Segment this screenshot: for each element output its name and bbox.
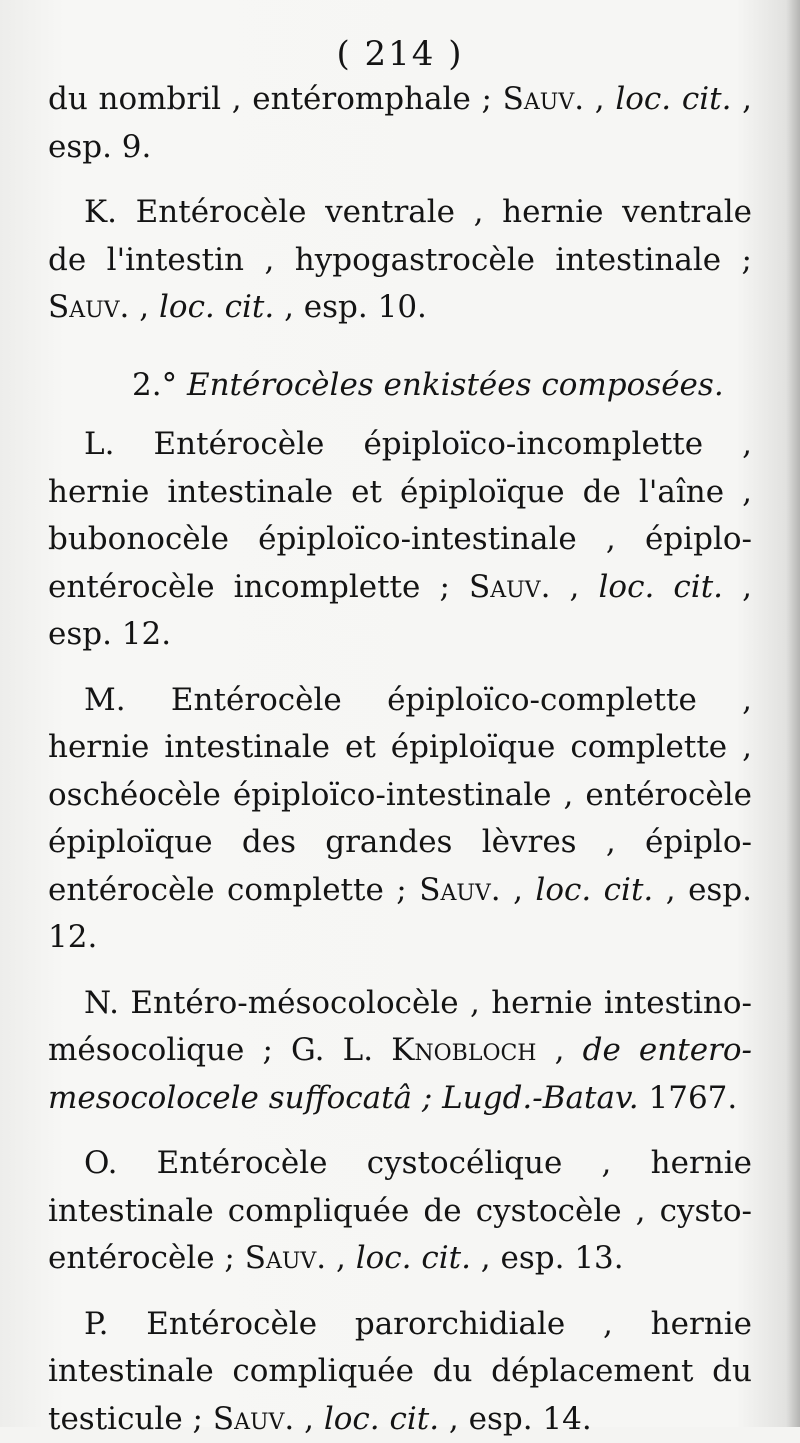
- text-run: K. Entérocèle ventrale , hernie ventrale de l'intestin , hypogastrocèle intestinale ;: [48, 194, 752, 278]
- text-run: , esp. 13.: [471, 1240, 624, 1276]
- author-name: Sauv.: [213, 1401, 294, 1437]
- text-run: ,: [584, 81, 615, 117]
- text-run: P. Entérocèle parorchidiale , hernie intestinale compliquée du déplacement du testicule ;: [48, 1306, 752, 1437]
- italic-citation: loc. cit.: [599, 569, 724, 605]
- page-number: ( 214 ): [0, 34, 800, 74]
- italic-citation: de entero-mesocolocele suffocatâ ; Lugd.-Batav.: [48, 1032, 752, 1116]
- paragraph-entry-o: [48, 1140, 752, 1283]
- italic-citation: loc. cit.: [324, 1401, 439, 1437]
- section-heading: [48, 362, 752, 410]
- text-run: , esp. 12.: [48, 872, 752, 956]
- author-name: Knobloch: [391, 1032, 536, 1068]
- text-run: L. Entérocèle épiploïco-incomplette , hernie intestinale et épiploïque de l'aîne , bubonocèle épiploïco-intestinale , épiplo-entérocèle incomplette ;: [48, 426, 752, 605]
- body-text: [48, 76, 752, 1443]
- text-run: 1767.: [639, 1080, 738, 1116]
- italic-citation: loc. cit.: [356, 1240, 471, 1276]
- page-gutter-shadow: [786, 0, 800, 1427]
- text-run: 2.°: [132, 367, 187, 403]
- author-name: Sauv.: [48, 289, 129, 325]
- paragraph-entry-m: [48, 677, 752, 962]
- text-run: du nombril , entéromphale ;: [48, 81, 503, 117]
- paragraph-entry-n: [48, 980, 752, 1123]
- text-run: ,: [501, 872, 536, 908]
- text-run: ,: [129, 289, 159, 325]
- text-run: , esp. 12.: [48, 569, 752, 653]
- text-run: O. Entérocèle cystocélique , hernie intestinale compliquée de cystocèle , cysto-entérocèle ;: [48, 1145, 752, 1276]
- italic-citation: loc. cit.: [159, 289, 274, 325]
- text-run: ,: [326, 1240, 356, 1276]
- text-run: ,: [550, 569, 598, 605]
- text-run: , esp. 9.: [48, 81, 752, 165]
- italic-citation: loc. cit.: [615, 81, 731, 117]
- paragraph-entry-k: [48, 189, 752, 332]
- author-name: Sauv.: [469, 569, 550, 605]
- italic-citation: loc. cit.: [535, 872, 653, 908]
- author-name: Sauv.: [503, 81, 584, 117]
- text-run: , esp. 10.: [274, 289, 427, 325]
- text-run: ,: [294, 1401, 324, 1437]
- text-run: , esp. 14.: [439, 1401, 592, 1437]
- paragraph-continuation: [48, 76, 752, 171]
- text-run: M. Entérocèle épiploïco-complette , hernie intestinale et épiploïque complette , oschéocèle épiploïco-intestinale , entérocèle épiploïque des grandes lèvres , épiplo-entérocèle complette ;: [48, 682, 752, 908]
- text-run: N. Entéro-mésocolocèle , hernie intestino-mésocolique ; G. L.: [48, 985, 752, 1069]
- paragraph-entry-p: [48, 1301, 752, 1443]
- author-name: Sauv.: [245, 1240, 326, 1276]
- text-run: ,: [537, 1032, 583, 1068]
- italic-citation: Entérocèles enkistées composées.: [187, 367, 724, 403]
- paragraph-entry-l: [48, 421, 752, 659]
- author-name: Sauv.: [419, 872, 500, 908]
